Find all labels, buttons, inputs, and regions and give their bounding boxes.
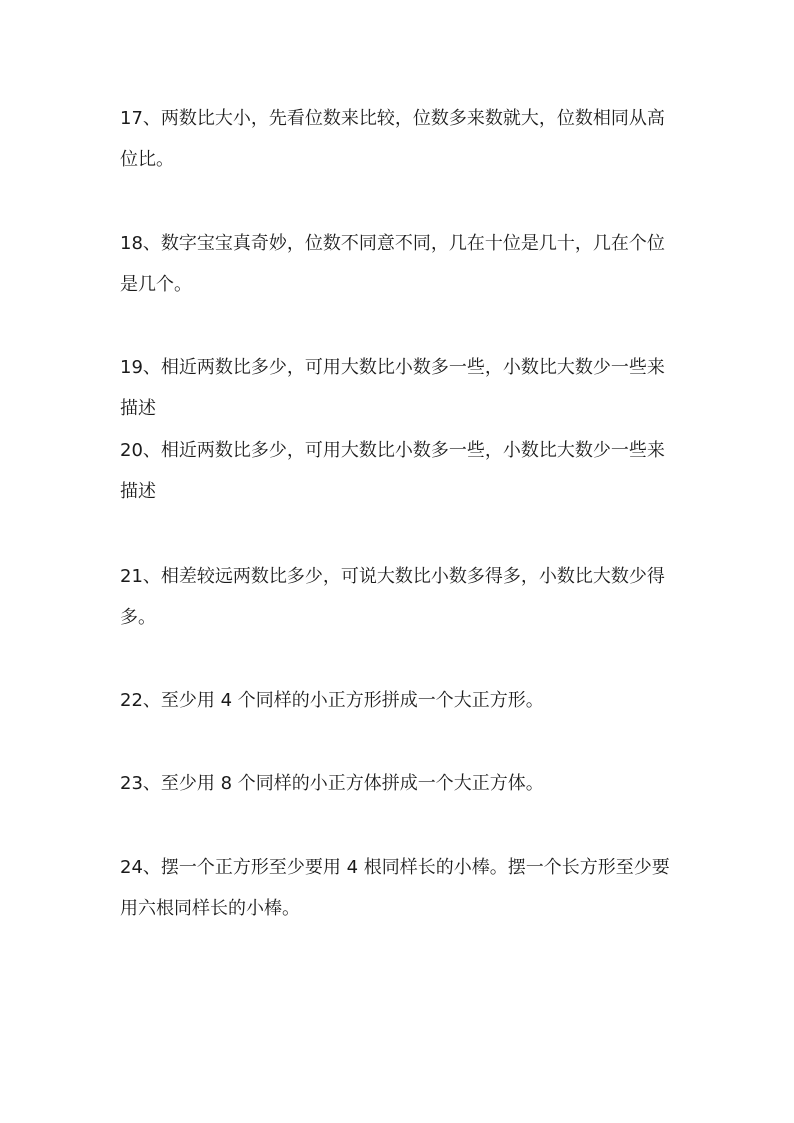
paragraph-20-text: 20、相近两数比多少，可用大数比小数多一些，小数比大数少一些来描述 xyxy=(120,440,665,502)
paragraph-22 xyxy=(120,680,676,721)
paragraph-18-text: 18、数字宝宝真奇妙，位数不同意不同，几在十位是几十，几在个位是几个。 xyxy=(120,233,665,295)
paragraph-17 xyxy=(120,98,676,180)
paragraph-24 xyxy=(120,847,676,929)
paragraph-19 xyxy=(120,347,676,429)
paragraph-24-text: 24、摆一个正方形至少要用 4 根同样长的小棒。摆一个长方形至少要用六根同样长的小棒。 xyxy=(120,857,670,919)
paragraph-23-text: 23、至少用 8 个同样的小正方体拼成一个大正方体。 xyxy=(120,773,544,794)
paragraph-21 xyxy=(120,556,676,638)
paragraph-22-text: 22、至少用 4 个同样的小正方形拼成一个大正方形。 xyxy=(120,690,544,711)
paragraph-18 xyxy=(120,223,676,305)
paragraph-19-text: 19、相近两数比多少，可用大数比小数多一些，小数比大数少一些来描述 xyxy=(120,357,665,419)
paragraph-17-text: 17、两数比大小，先看位数来比较，位数多来数就大，位数相同从高位比。 xyxy=(120,108,665,170)
paragraph-21-text: 21、相差较远两数比多少，可说大数比小数多得多，小数比大数少得多。 xyxy=(120,566,665,628)
paragraph-20 xyxy=(120,430,676,512)
paragraph-23 xyxy=(120,763,676,804)
